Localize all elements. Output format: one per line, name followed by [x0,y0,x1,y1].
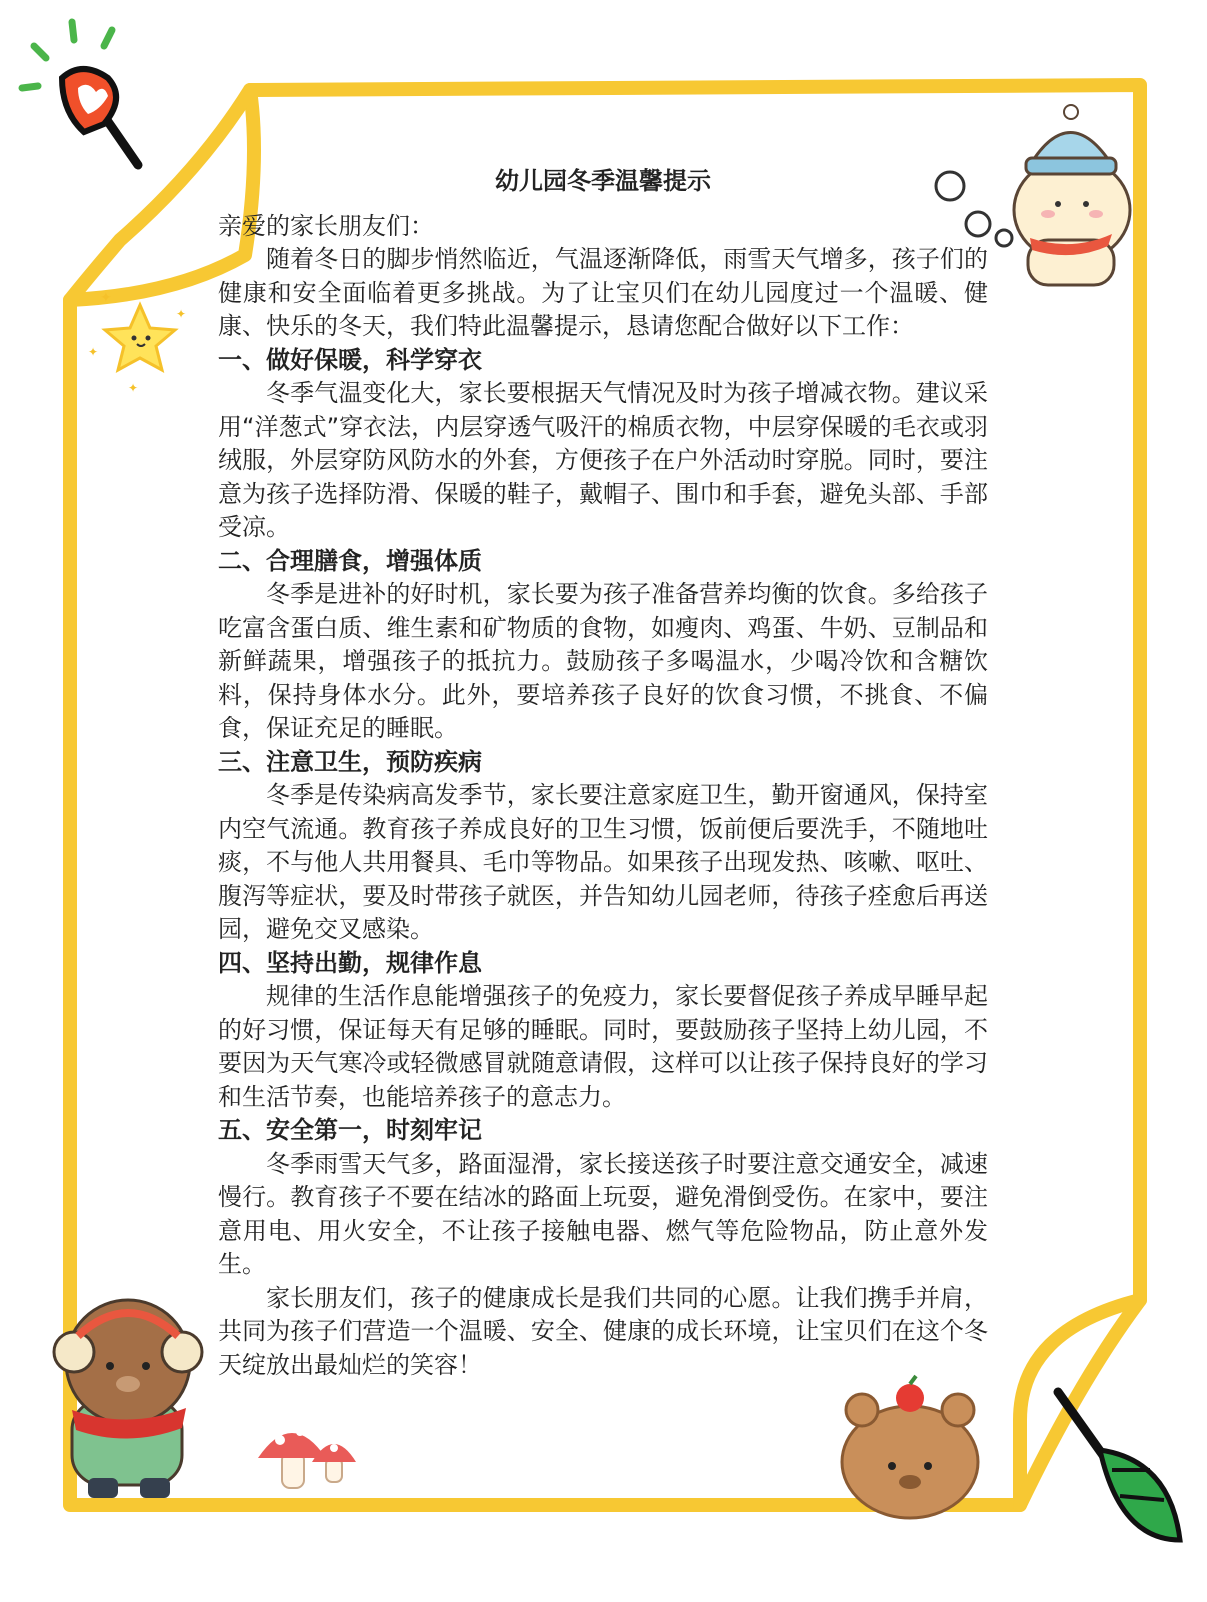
section-body-diet: 冬季是进补的好时机，家长要为孩子准备营养均衡的饮食。多给孩子吃富含蛋白质、维生素和矿物质的食物，如瘦肉、鸡蛋、牛奶、豆制品和新鲜蔬果，增强孩子的抵抗力。鼓励孩子多喝温水，少喝冷饮和含糖饮料，保持身体水分。此外，要培养孩子良好的饮食习惯，不挑食、不偏食，保证充足的睡眠。 [218,580,988,742]
page-title: 幼儿园冬季温馨提示 [495,167,711,195]
svg-text:✦: ✦ [176,307,187,321]
heart-pin-icon [62,69,138,165]
leaf-pin-icon [1058,1392,1180,1540]
star-icon [88,290,186,395]
section-body-hygiene: 冬季是传染病高发季节，家长要注意家庭卫生，勤开窗通风，保持室内空气流通。教育孩子养成良好的卫生习惯，饭前便后要洗手，不随地吐痰，不与他人共用餐具、毛巾等物品。如果孩子出现发热、咳嗽、呕吐、腹泻等症状，要及时带孩子就医，并告知幼儿园老师，待孩子痊愈后再送园，避免交叉感染。 [218,781,988,943]
intro-paragraph: 随着冬日的脚步悄然临近，气温逐渐降低，雨雪天气增多，孩子们的健康和安全面临着更多挑战。为了让宝贝们在幼儿园度过一个温暖、健康、快乐的冬天，我们特此温馨提示，恳请您配合做好以下工作： [218,245,988,340]
section-heading-safety: 五、安全第一，时刻牢记 [218,1116,482,1144]
section-heading-hygiene: 三、注意卫生，预防疾病 [218,747,482,776]
bear-apple-icon [842,1376,978,1518]
section-body-clothing: 冬季气温变化大，家长要根据天气情况及时为孩子增减衣物。建议采用“洋葱式”穿衣法，内层穿透气吸汗的棉质衣物，中层穿保暖的毛衣或羽绒服，外层穿防风防水的外套，方便孩子在户外活动时穿脱。同时，要注意为孩子选择防滑、保暖的鞋子，戴帽子、围巾和手套，避免头部、手部受凉。 [218,379,988,541]
svg-text:✦: ✦ [100,290,112,306]
section-body-safety: 冬季雨雪天气多，路面湿滑，家长接送孩子时要注意交通安全，减速慢行。教育孩子不要在结冰的路面上玩耍，避免滑倒受伤。在家中，要注意用电、用火安全，不让孩子接触电器、燃气等危险物品，防止意外发生。 [218,1149,988,1278]
mushroom-icon [258,1428,356,1488]
closing-paragraph: 家长朋友们，孩子的健康成长是我们共同的心愿。让我们携手并肩，共同为孩子们营造一个温暖、安全、健康的成长环境，让宝贝们在这个冬天绽放出最灿烂的笑容！ [218,1283,988,1379]
greeting: 亲爱的家长朋友们： [218,212,434,240]
svg-text:✦: ✦ [88,345,99,359]
section-heading-clothing: 一、做好保暖，科学穿衣 [218,345,482,374]
bear-hat-icon [1014,105,1130,285]
section-body-attendance: 规律的生活作息能增强孩子的免疫力，家长要督促孩子养成早睡早起的好习惯，保证每天有足够的睡眠。同时，要鼓励孩子坚持上幼儿园，不要因为天气寒冷或轻微感冒就随意请假，这样可以让孩子保持良好的学习和生活节奏，也能培养孩子的意志力。 [218,982,988,1111]
section-heading-diet: 二、合理膳食，增强体质 [218,546,482,575]
notice-document [218,164,988,1382]
svg-text:✦: ✦ [128,381,139,395]
section-heading-attendance: 四、坚持出勤，规律作息 [218,948,482,977]
